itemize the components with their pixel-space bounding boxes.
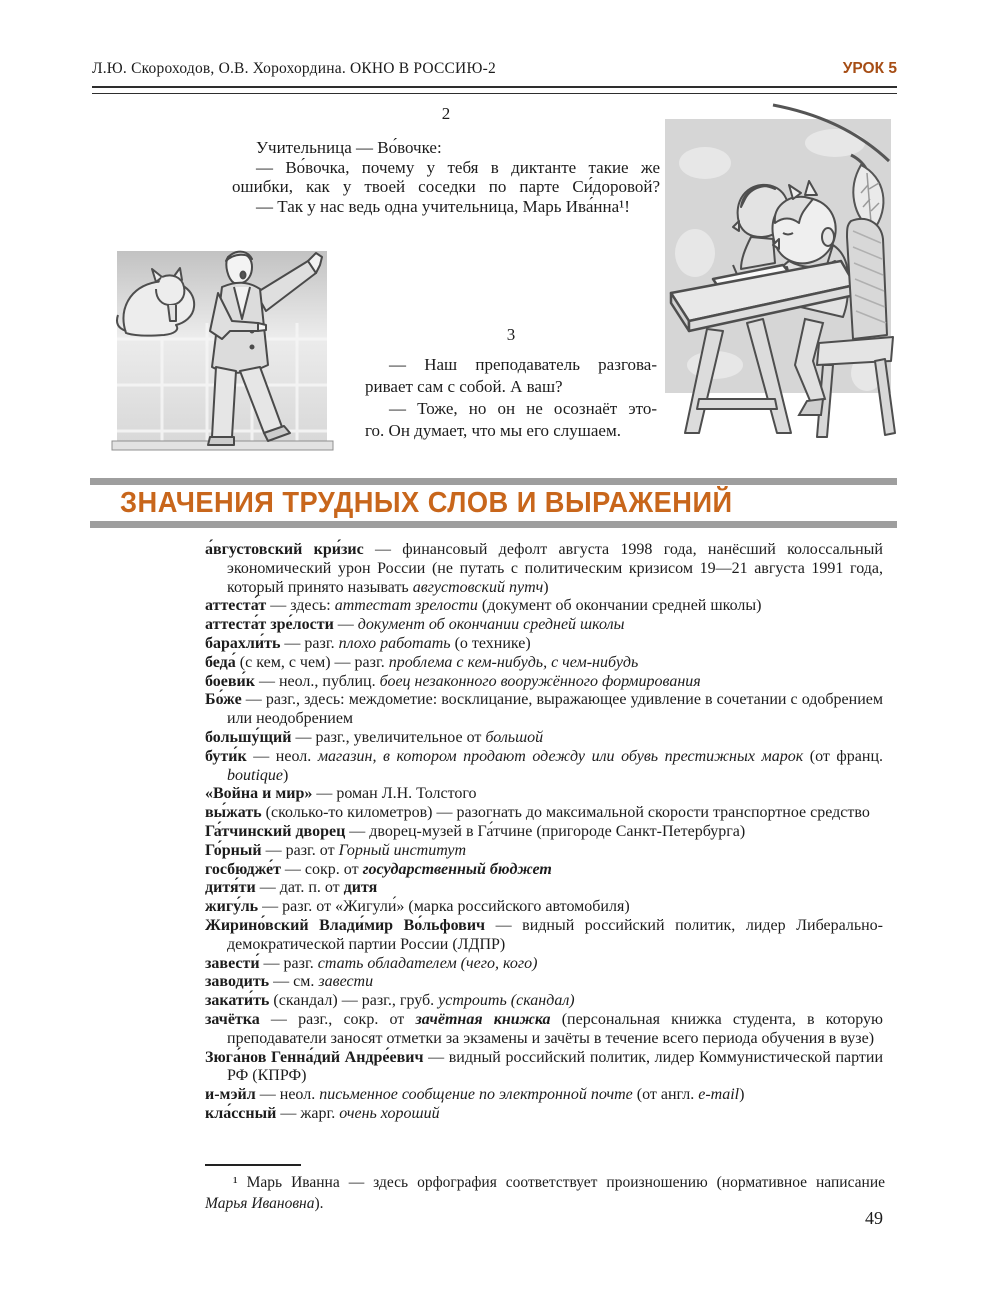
text-segment: очень хороший: [339, 1104, 440, 1122]
text-segment: Жирино́вский Влади́мир Во́льфович: [205, 916, 486, 934]
text-segment: августовский путч: [412, 578, 544, 596]
text-segment: — видный российский политик, лидер Коммунистической партии РФ (КПРФ): [227, 1048, 884, 1085]
text-segment: ).: [314, 1195, 324, 1212]
running-head: [92, 60, 897, 78]
section-bar-bottom: [90, 521, 897, 528]
joke-line: ошибки, как у твоей соседки по парте Си́доровой?: [232, 177, 660, 196]
glossary-entry: [205, 842, 883, 861]
text-segment: — дат. п. от: [255, 879, 344, 897]
joke-number: 2: [441, 104, 451, 123]
text-segment: большой: [485, 728, 544, 746]
footnote: [205, 1172, 885, 1214]
glossary-entry: [205, 748, 883, 786]
joke-line: — Во́вочка, почему у тебя в диктанте такие же: [256, 157, 660, 177]
text-segment: аттеста́т зре́лости: [205, 616, 334, 634]
glossary-entry: [205, 992, 883, 1011]
section-title: ЗНАЧЕНИЯ ТРУДНЫХ СЛОВ И ВЫРАЖЕНИЙ: [120, 487, 733, 519]
glossary-entry: [205, 1105, 883, 1124]
text-segment: кла́ссный: [205, 1104, 277, 1122]
text-segment: плохо работать: [338, 634, 451, 652]
text-segment: (о технике): [450, 634, 531, 652]
text-segment: — разг., здесь: междометие: восклицание, выражающее удивление в сочетании с одобрением или неодобрением: [227, 691, 883, 728]
text-segment: — неол.: [255, 1086, 320, 1104]
glossary-entry: [205, 955, 883, 974]
text-segment: закати́ть: [205, 992, 270, 1010]
text-segment: жигу́ль: [205, 898, 259, 916]
glossary-entry: [205, 654, 883, 673]
text-segment: Марья Ивановна: [205, 1195, 315, 1212]
text-segment: бути́к: [205, 747, 247, 765]
glossary-entry: [205, 635, 883, 654]
text-segment: ): [739, 1086, 745, 1104]
text-segment: боец незаконного вооружённого формирования: [379, 672, 701, 690]
text-segment: ): [283, 766, 289, 784]
text-segment: большу́щий: [205, 728, 292, 746]
lesson-badge: УРОК 5: [842, 60, 897, 77]
text-segment: госбюдже́т: [205, 860, 281, 878]
text-segment: боеви́к: [205, 672, 255, 690]
text-segment: — жарг.: [276, 1104, 340, 1122]
text-segment: — разг.: [280, 634, 339, 652]
glossary-entry: [205, 1049, 883, 1087]
text-segment: (персональная книжка студента, в которую преподаватели заносят отметки за экзамены и зачёты в течение всего периода обучения в вузе): [227, 1010, 884, 1047]
illustration-children-at-desk: [655, 103, 900, 445]
glossary-entry: [205, 1086, 883, 1105]
text-segment: — финансовый дефолт августа 1998 года, нанёсший колоссальный экономический урон России (не путать с политическим кризисом 19—21 августа 1991 года, который принято называть: [227, 541, 883, 596]
book-title: Л.Ю. Скороходов, О.В. Хорохордина. ОКНО В РОССИЮ-2: [92, 60, 496, 77]
glossary-entry: [205, 785, 883, 804]
text-segment: и-мэйл: [205, 1086, 256, 1104]
glossary-entry: [205, 616, 883, 635]
text-segment: — сокр. от: [280, 860, 363, 878]
glossary-entry: [205, 823, 883, 842]
text-segment: (сколько-то километров) — разогнать до максимальной скорости транспортное средство: [261, 804, 870, 822]
joke-2: [232, 104, 660, 216]
text-segment: завести: [318, 973, 374, 991]
text-segment: — неол., публиц.: [254, 672, 380, 690]
text-segment: (с кем, с чем) — разг.: [235, 653, 389, 671]
joke-3: [365, 325, 657, 442]
text-segment: барахли́ть: [205, 634, 281, 652]
text-segment: документ об окончании средней школы: [357, 616, 625, 634]
glossary-entry: [205, 898, 883, 917]
text-segment: Зюга́нов Генна́дий Андре́евич: [205, 1048, 424, 1066]
joke-number: 3: [506, 325, 516, 344]
text-segment: аттестат зрелости: [334, 597, 478, 615]
text-segment: — разг., сокр. от: [259, 1010, 416, 1028]
text-segment: Горный институт: [338, 841, 467, 859]
glossary-entry: [205, 973, 883, 992]
header-rule: [92, 86, 897, 94]
footnote-rule: [205, 1164, 301, 1166]
text-segment: ¹ Марь Иванна — здесь орфография соответствует произношению (нормативное написание: [233, 1174, 885, 1191]
glossary-entry: [205, 673, 883, 692]
text-segment: заводить: [205, 973, 270, 991]
text-segment: — роман Л.Н. Толстого: [312, 785, 477, 803]
text-segment: —: [333, 616, 358, 634]
joke-line: — Так у нас ведь одна учительница, Марь Ива́нна¹!: [256, 196, 630, 216]
text-segment: завести́: [205, 954, 260, 972]
text-segment: (от франц.: [803, 747, 884, 765]
text-segment: — здесь:: [266, 597, 335, 615]
text-segment: — разг., увеличительное от: [291, 728, 486, 746]
text-segment: дитя: [343, 879, 378, 897]
joke-line: — Наш преподаватель разгова-: [389, 355, 657, 374]
text-segment: проблема с кем-нибудь, с чем-нибудь: [388, 653, 639, 671]
glossary-entry: [205, 804, 883, 823]
text-segment: аттеста́т: [205, 597, 267, 615]
text-segment: письменное сообщение по электронной почте: [319, 1086, 633, 1104]
text-segment: Га́тчинский дворец: [205, 822, 346, 840]
text-segment: магазин, в котором продают одежду или обувь престижных марок: [317, 747, 804, 765]
glossary-entry: [205, 597, 883, 616]
text-segment: вы́жать: [205, 804, 262, 822]
text-segment: а́вгустовский кри́зис: [205, 541, 364, 558]
glossary-entry: [205, 861, 883, 880]
text-segment: ): [543, 578, 549, 596]
glossary: [205, 541, 883, 1124]
glossary-entry: [205, 879, 883, 898]
text-segment: — разг. от: [261, 841, 339, 859]
joke-line: Учительница — Во́вочке:: [256, 138, 442, 157]
text-segment: стать обладателем (чего, кого): [317, 954, 538, 972]
text-segment: зачётка: [205, 1010, 260, 1028]
joke-line: — Тоже, но он не осознаёт это-: [389, 399, 657, 418]
text-segment: — видный российский политик, лидер Либерально-демократической партии России (ЛДПР): [227, 916, 884, 953]
text-segment: Го́рный: [205, 841, 262, 859]
text-segment: государственный бюджет: [362, 860, 552, 878]
text-segment: устроить (скандал): [438, 992, 575, 1010]
text-segment: дитя́ти: [205, 879, 256, 897]
text-segment: зачётная книжка: [415, 1010, 551, 1028]
joke-line: ривает сам с собой. А ваш?: [365, 377, 563, 396]
section-band: [90, 478, 897, 528]
text-segment: — неол.: [246, 747, 318, 765]
text-segment: (документ об окончании средней школы): [477, 597, 762, 615]
page-number: 49: [865, 1208, 883, 1228]
glossary-entry: [205, 541, 883, 597]
glossary-entry: [205, 691, 883, 729]
text-segment: — разг.: [259, 954, 318, 972]
text-segment: «Война и мир»: [205, 785, 313, 803]
text-segment: Бо́же: [205, 691, 242, 709]
joke-line: го. Он думает, что мы его слушаем.: [365, 421, 621, 440]
text-segment: — разг. от «Жигули́» (марка российского автомобиля): [258, 898, 630, 916]
section-bar-top: [90, 478, 897, 485]
text-segment: (от англ.: [632, 1086, 699, 1104]
text-segment: — см.: [269, 973, 319, 991]
illustration-man-with-cat: [110, 235, 335, 463]
text-segment: e-mail: [698, 1086, 740, 1104]
text-segment: (скандал) — разг., груб.: [269, 992, 439, 1010]
glossary-entry: [205, 1011, 883, 1049]
text-segment: беда́: [205, 653, 236, 671]
text-segment: — дворец-музей в Га́тчине (пригороде Санкт-Петербурга): [345, 822, 746, 840]
glossary-entry: [205, 729, 883, 748]
text-segment: boutique: [227, 766, 283, 784]
glossary-entry: [205, 917, 883, 955]
